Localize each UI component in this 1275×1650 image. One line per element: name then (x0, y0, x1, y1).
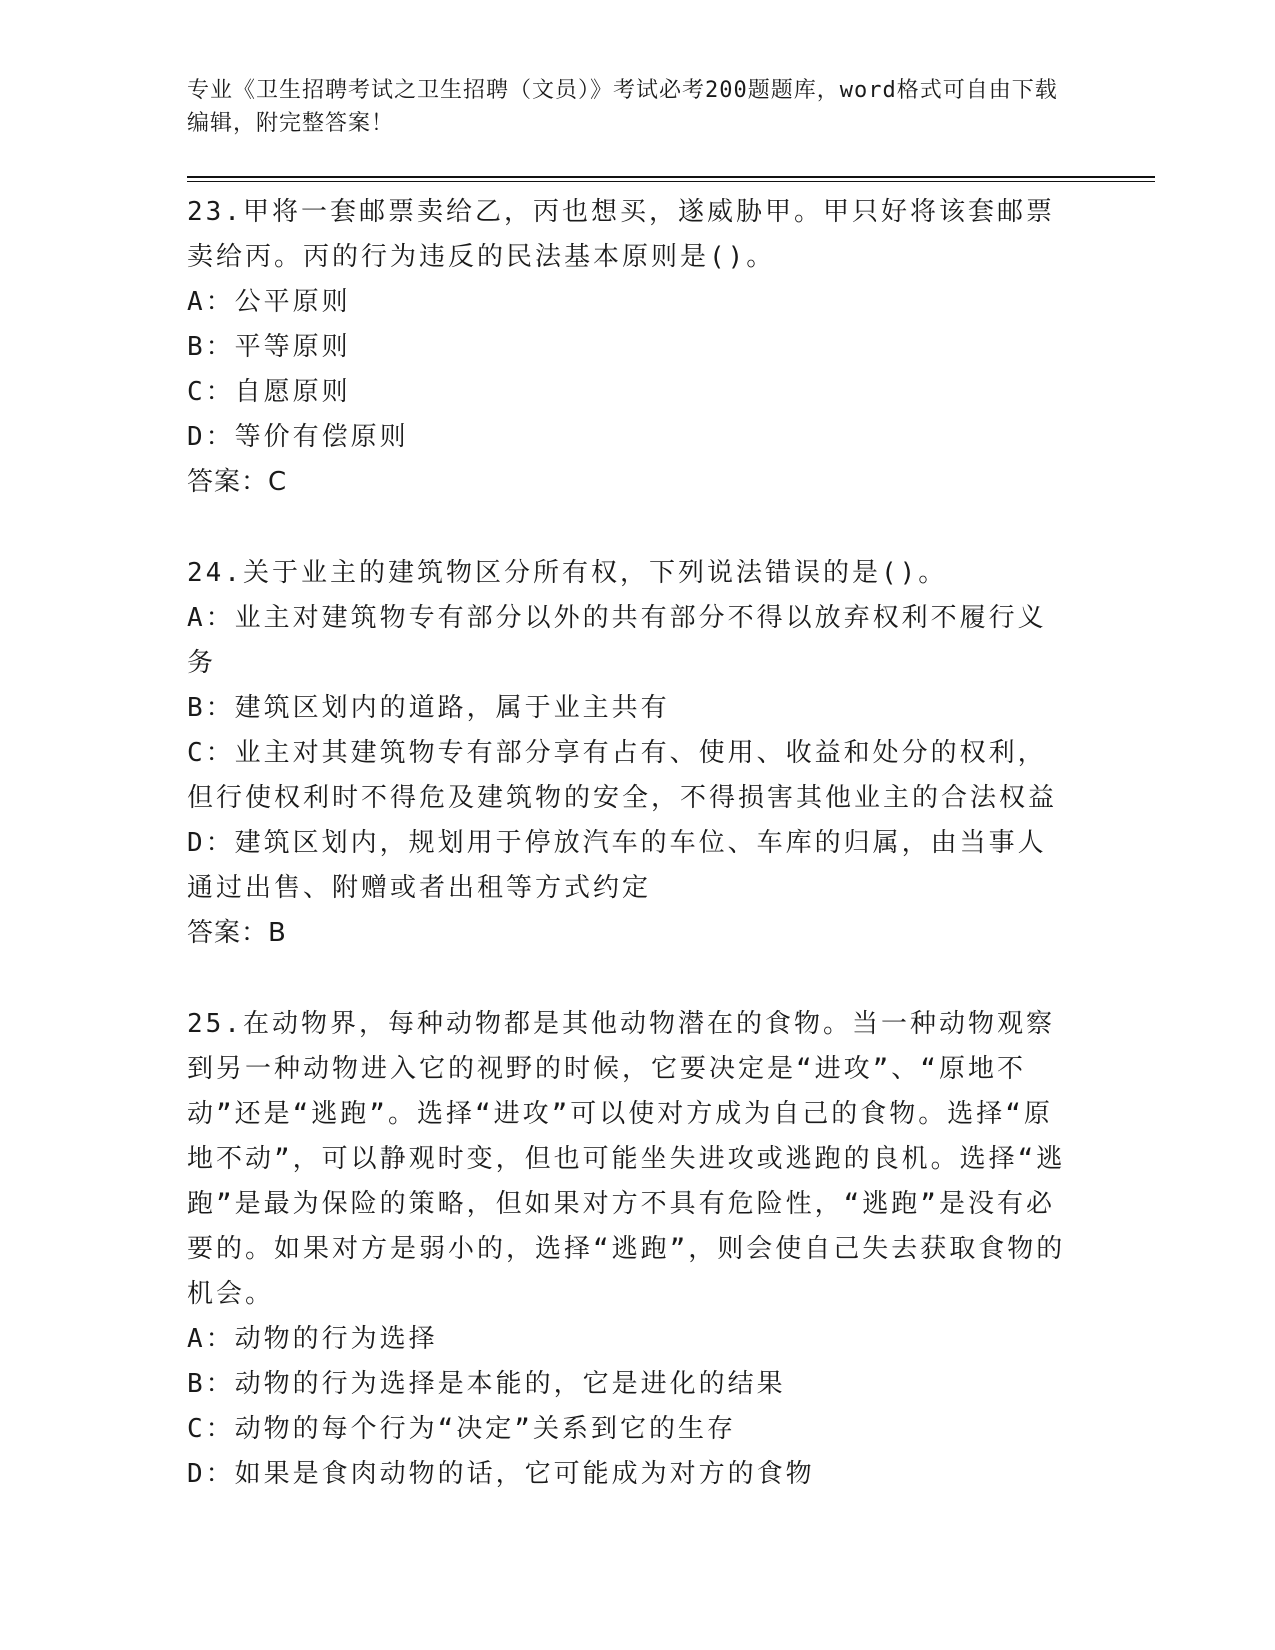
header-divider-thick (187, 176, 1155, 178)
question-stem: 23.甲将一套邮票卖给乙，丙也想买，遂威胁甲。甲只好将该套邮票卖给丙。丙的行为违反的民法基本原则是()。 (187, 197, 1055, 272)
question-list (187, 190, 1067, 1543)
option-c: C：动物的每个行为“决定”关系到它的生存 (187, 1414, 736, 1444)
option-d: D：等价有偿原则 (187, 422, 409, 452)
document-page (187, 0, 1067, 1650)
answer: 答案：C (187, 467, 288, 497)
option-b: B：平等原则 (187, 332, 351, 362)
question-stem: 25.在动物界，每种动物都是其他动物潜在的食物。当一种动物观察到另一种动物进入它的视野的时候，它要决定是“进攻”、“原地不动”还是“逃跑”。选择“进攻”可以使对方成为自己的食物。选择“原地不动”，可以静观时变，但也可能坐失进攻或逃跑的良机。选择“逃跑”是最为保险的策略，但如果对方不具有危险性，“逃跑”是没有必要的。如果对方是弱小的，选择“逃跑”，则会使自己失去获取食物的机会。 (187, 1009, 1066, 1309)
option-a: A：业主对建筑物专有部分以外的共有部分不得以放弃权利不履行义务 (187, 603, 1047, 678)
option-a: A：动物的行为选择 (187, 1324, 438, 1354)
header-divider-thin (187, 181, 1155, 182)
question-24 (187, 551, 1067, 956)
question-23 (187, 190, 1067, 505)
question-25 (187, 1002, 1067, 1497)
option-d: D：建筑区划内，规划用于停放汽车的车位、车库的归属，由当事人通过出售、附赠或者出租等方式约定 (187, 828, 1047, 903)
option-a: A：公平原则 (187, 287, 351, 317)
question-stem: 24.关于业主的建筑物区分所有权，下列说法错误的是()。 (187, 558, 948, 588)
option-d: D：如果是食肉动物的话，它可能成为对方的食物 (187, 1459, 815, 1489)
answer: 答案：B (187, 918, 287, 948)
option-b: B：建筑区划内的道路，属于业主共有 (187, 693, 670, 723)
option-c: C：自愿原则 (187, 377, 351, 407)
document-header: 专业《卫生招聘考试之卫生招聘（文员）》考试必考200题题库，word格式可自由下载编辑，附完整答案！ (187, 78, 1058, 136)
option-b: B：动物的行为选择是本能的，它是进化的结果 (187, 1369, 786, 1399)
option-c: C：业主对其建筑物专有部分享有占有、使用、收益和处分的权利，但行使权利时不得危及建筑物的安全，不得损害其他业主的合法权益 (187, 738, 1058, 813)
